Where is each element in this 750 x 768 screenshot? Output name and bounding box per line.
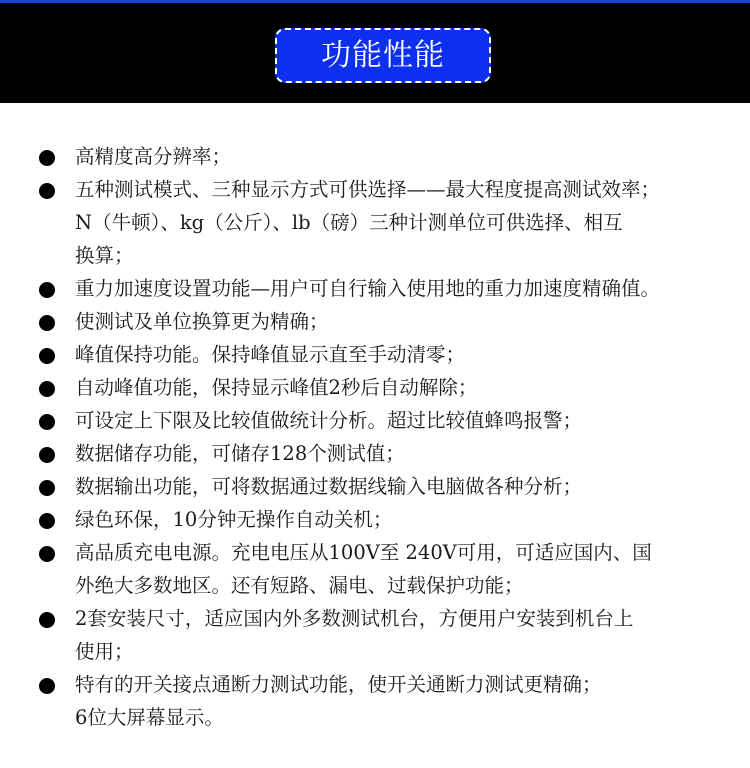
feature-text-line: 特有的开关接点通断力测试功能，使开关通断力测试更精确； xyxy=(75,673,602,696)
bullet-dot-icon xyxy=(39,348,55,364)
feature-item xyxy=(0,437,750,470)
feature-text-line: 重力加速度设置功能—用户可自行输入使用地的重力加速度精确值。 xyxy=(75,277,661,300)
feature-item xyxy=(0,305,750,338)
feature-item xyxy=(0,173,750,272)
feature-item xyxy=(0,602,750,668)
feature-text-line: 五种测试模式、三种显示方式可供选择——最大程度提高测试效率； xyxy=(75,178,661,201)
feature-item xyxy=(0,470,750,503)
feature-item xyxy=(0,668,750,734)
bullet-dot-icon xyxy=(39,315,55,331)
feature-text-line: 使用； xyxy=(75,640,134,663)
bullet-dot-icon xyxy=(39,612,55,628)
section-title: 功能性能 xyxy=(275,28,491,83)
bullet-dot-icon xyxy=(39,678,55,694)
feature-text-line: N（牛顿）、kg（公斤）、lb（磅）三种计测单位可供选择、相互 xyxy=(75,211,623,234)
feature-text-line: 自动峰值功能，保持显示峰值2秒后自动解除； xyxy=(75,376,478,399)
feature-text-line: 绿色环保，10分钟无操作自动关机； xyxy=(75,508,393,531)
feature-text-line: 6位大屏幕显示。 xyxy=(75,706,224,729)
feature-list xyxy=(0,140,750,734)
feature-text-line: 使测试及单位换算更为精确； xyxy=(75,310,329,333)
bullet-dot-icon xyxy=(39,282,55,298)
feature-item xyxy=(0,536,750,602)
bullet-dot-icon xyxy=(39,150,55,166)
feature-text-line: 数据储存功能，可储存128个测试值； xyxy=(75,442,405,465)
feature-item xyxy=(0,371,750,404)
feature-text-line: 高品质充电电源。充电电压从100V至 240V可用，可适应国内、国 xyxy=(75,541,652,564)
feature-text-line: 高精度高分辨率； xyxy=(75,145,232,168)
feature-text-line: 可设定上下限及比较值做统计分析。超过比较值蜂鸣报警； xyxy=(75,409,583,432)
feature-text-line: 2套安装尺寸，适应国内外多数测试机台，方便用户安装到机台上 xyxy=(75,607,634,630)
feature-item xyxy=(0,503,750,536)
feature-item xyxy=(0,404,750,437)
bullet-dot-icon xyxy=(39,414,55,430)
bullet-dot-icon xyxy=(39,480,55,496)
feature-text-line: 峰值保持功能。保持峰值显示直至手动清零； xyxy=(75,343,466,366)
bullet-dot-icon xyxy=(39,546,55,562)
feature-text-line: 数据输出功能，可将数据通过数据线输入电脑做各种分析； xyxy=(75,475,583,498)
feature-item xyxy=(0,140,750,173)
bullet-dot-icon xyxy=(39,183,55,199)
header-banner xyxy=(0,0,750,103)
feature-text-line: 外绝大多数地区。还有短路、漏电、过载保护功能； xyxy=(75,574,524,597)
bullet-dot-icon xyxy=(39,381,55,397)
feature-item xyxy=(0,272,750,305)
feature-item xyxy=(0,338,750,371)
bullet-dot-icon xyxy=(39,447,55,463)
feature-text-line: 换算； xyxy=(75,244,134,267)
bullet-dot-icon xyxy=(39,513,55,529)
